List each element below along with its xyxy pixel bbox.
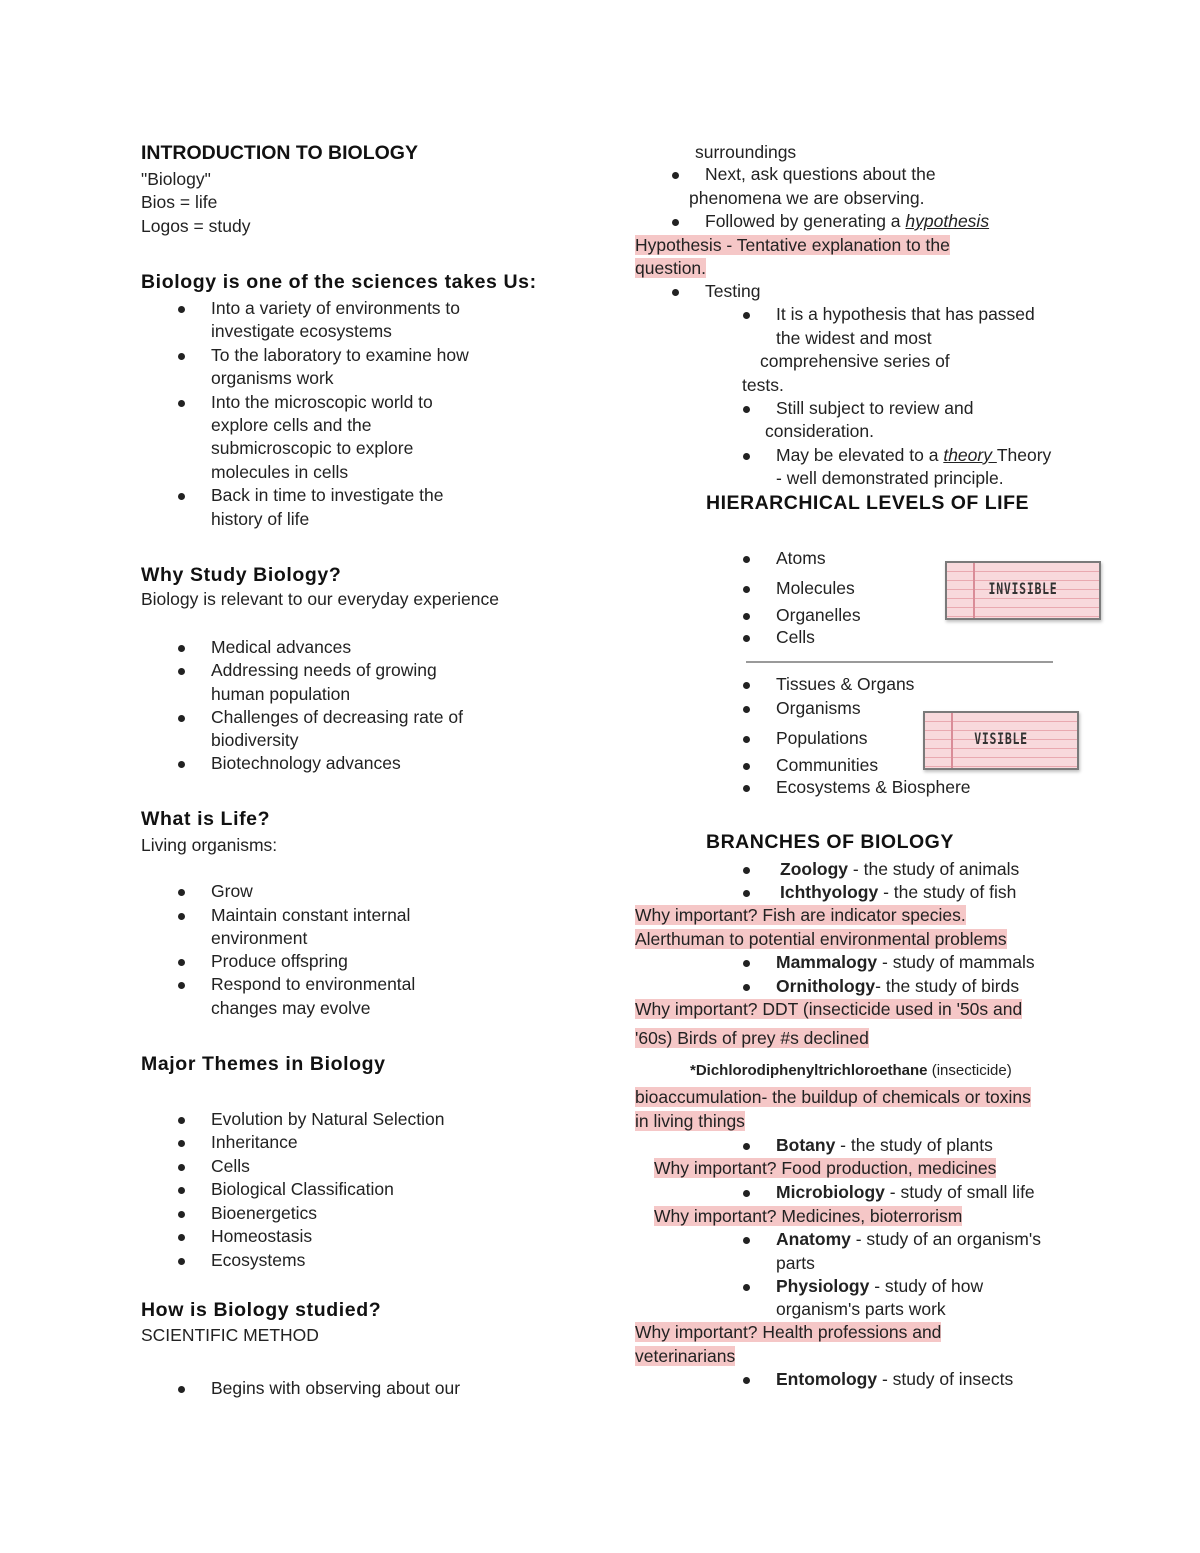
list-item: Biological Classification (211, 1179, 394, 1199)
bullet (743, 984, 750, 991)
bullet (743, 586, 750, 593)
bullet (178, 1211, 185, 1218)
highlight-note (635, 1345, 735, 1368)
list-item-cont: molecules in cells (211, 462, 349, 482)
highlight-note (635, 234, 950, 257)
why-intro: Biology is relevant to our everyday experience (141, 589, 499, 609)
branch-name: Botany (776, 1135, 836, 1155)
bullet (178, 1234, 185, 1241)
level-divider (746, 661, 1053, 663)
theory-pre: May be elevated to a (776, 445, 944, 465)
highlight-note (635, 1110, 745, 1133)
fish-note-cont: Alerthuman to potential environmental problems (635, 929, 1007, 949)
bullet (743, 890, 750, 897)
branch-item (776, 1134, 993, 1157)
bullet (743, 706, 750, 713)
level-item: Tissues & Organs (776, 674, 915, 694)
list-item: Begins with observing about our (211, 1378, 461, 1398)
bullet (178, 668, 185, 675)
list-item: Into a variety of environments to (211, 298, 461, 318)
bioaccumulation-note: bioaccumulation- the buildup of chemicals or toxins (635, 1087, 1031, 1107)
levels-heading: HIERARCHICAL LEVELS OF LIFE (706, 492, 1029, 514)
bullet (743, 613, 750, 620)
list-item: Cells (211, 1156, 250, 1176)
bullet (743, 406, 750, 413)
list-item-cont: biodiversity (211, 730, 299, 750)
branch-name: Mammalogy (776, 952, 878, 972)
list-item-cont: parts (776, 1253, 815, 1273)
list-item: Evolution by Natural Selection (211, 1109, 445, 1129)
list-item-cont: - well demonstrated principle. (776, 468, 1004, 488)
bullet (178, 306, 185, 313)
bullet (178, 761, 185, 768)
level-item: Molecules (776, 578, 855, 598)
life-intro: Living organisms: (141, 835, 278, 855)
bullet (178, 400, 185, 407)
level-item: Ecosystems & Biosphere (776, 777, 971, 797)
branch-name: Entomology (776, 1369, 878, 1389)
branch-name: Physiology (776, 1276, 870, 1296)
branch-item (776, 951, 1035, 974)
bullet (743, 785, 750, 792)
list-item: Produce offspring (211, 951, 348, 971)
branch-desc: - the study of birds (875, 976, 1020, 996)
highlight-note (635, 928, 1007, 951)
list-item-cont: organism's parts work (776, 1299, 946, 1319)
list-item-cont: environment (211, 928, 308, 948)
branch-name: Microbiology (776, 1182, 885, 1202)
list-item-cont: surroundings (695, 142, 797, 162)
highlight-note (654, 1205, 962, 1228)
bullet (743, 1190, 750, 1197)
physio-note: Why important? Health professions and (635, 1322, 942, 1342)
bullet (178, 1140, 185, 1147)
chemical-bold: *Dichlorodiphenyltrichloroethane (690, 1062, 928, 1079)
hypothesis-term: hypothesis (905, 211, 990, 231)
bullet (178, 1117, 185, 1124)
list-item: Ecosystems (211, 1250, 306, 1270)
bullet (743, 1237, 750, 1244)
why-heading: Why Study Biology? (141, 564, 342, 586)
list-item-cont: changes may evolve (211, 998, 371, 1018)
bullet (178, 889, 185, 896)
bullet (743, 556, 750, 563)
list-item: Biotechnology advances (211, 753, 401, 773)
list-item: Respond to environmental (211, 974, 416, 994)
list-item-cont: organisms work (211, 368, 334, 388)
list-item: Inheritance (211, 1132, 298, 1152)
highlight-note (635, 998, 1022, 1021)
list-item-cont: tests. (742, 375, 784, 395)
branch-desc: - study of small life (884, 1182, 1035, 1202)
bullet (178, 1258, 185, 1265)
botany-note: Why important? Food production, medicines (654, 1158, 997, 1178)
highlight-note (635, 257, 706, 280)
how-intro: SCIENTIFIC METHOD (141, 1325, 319, 1345)
bullet (743, 960, 750, 967)
highlight-note (635, 1321, 941, 1344)
highlight-note (654, 1157, 996, 1180)
etym-line: Logos = study (141, 216, 251, 236)
bullet (672, 172, 679, 179)
chemical-name (690, 1062, 1012, 1079)
branch-desc: - the study of fish (878, 882, 1017, 902)
bullet (743, 867, 750, 874)
etym-line: Bios = life (141, 192, 218, 212)
bullet (178, 493, 185, 500)
bullet (743, 1284, 750, 1291)
list-item: It is a hypothesis that has passed (776, 304, 1035, 324)
list-item-cont: history of life (211, 509, 310, 529)
list-item: Bioenergetics (211, 1203, 318, 1223)
bullet (178, 1187, 185, 1194)
ddt-note: Why important? DDT (insecticide used in '50s and (635, 999, 1023, 1019)
list-item-cont: phenomena we are observing. (689, 188, 925, 208)
level-item: Organelles (776, 605, 861, 625)
branch-name: Ornithology (776, 976, 876, 996)
list-item-cont: human population (211, 684, 351, 704)
list-item-cont: submicroscopic to explore (211, 438, 414, 458)
hypothesis-definition: Hypothesis - Tentative explanation to the (635, 235, 950, 255)
branch-desc: - the study of plants (835, 1135, 993, 1155)
highlight-note (635, 1027, 869, 1050)
bullet (178, 353, 185, 360)
bullet (743, 736, 750, 743)
list-item (776, 444, 1051, 467)
branch-name: Anatomy (776, 1229, 851, 1249)
bullet (743, 1143, 750, 1150)
branch-name: Zoology (780, 859, 849, 879)
list-item: Into the microscopic world to (211, 392, 433, 412)
branch-item (776, 975, 1019, 998)
bullet (743, 682, 750, 689)
themes-heading: Major Themes in Biology (141, 1053, 386, 1075)
level-item: Cells (776, 627, 815, 647)
bullet (743, 763, 750, 770)
bullet (178, 1386, 185, 1393)
highlight-note (635, 904, 966, 927)
list-item: Testing (705, 281, 761, 301)
branch-desc: - study of insects (877, 1369, 1014, 1389)
list-item: To the laboratory to examine how (211, 345, 469, 365)
list-item: Back in time to investigate the (211, 485, 444, 505)
list-item-cont: explore cells and the (211, 415, 372, 435)
bullet (743, 635, 750, 642)
branches-heading: BRANCHES OF BIOLOGY (706, 831, 954, 853)
list-item-cont: consideration. (765, 421, 874, 441)
list-item-cont: comprehensive series of (760, 351, 950, 371)
doc-title: INTRODUCTION TO BIOLOGY (141, 142, 418, 164)
bullet (743, 453, 750, 460)
bullet (178, 913, 185, 920)
branch-desc: - the study of animals (848, 859, 1020, 879)
bullet (178, 982, 185, 989)
visible-tag-label: VISIBLE (974, 729, 1028, 748)
chemical-rest: (insecticide) (927, 1062, 1012, 1079)
branch-item (776, 1228, 1041, 1251)
list-item-cont: investigate ecosystems (211, 321, 392, 341)
list-item: Still subject to review and (776, 398, 974, 418)
list-item: Next, ask questions about the (705, 164, 936, 184)
bullet (672, 289, 679, 296)
bullet (178, 715, 185, 722)
list-item-cont: the widest and most (776, 328, 932, 348)
bullet (672, 219, 679, 226)
bullet (743, 1377, 750, 1384)
branch-item (776, 1181, 1035, 1204)
list-item (705, 210, 989, 233)
micro-note: Why important? Medicines, bioterrorism (654, 1206, 963, 1226)
physio-note-cont: veterinarians (635, 1346, 736, 1366)
branch-item (776, 1275, 983, 1298)
sciences-heading: Biology is one of the sciences takes Us: (141, 271, 537, 293)
bullet (178, 645, 185, 652)
list-item: Challenges of decreasing rate of (211, 707, 463, 727)
branch-item (780, 858, 1019, 881)
list-item: Addressing needs of growing (211, 660, 437, 680)
invisible-tag-label: INVISIBLE (988, 579, 1058, 598)
theory-post: Theory (996, 445, 1052, 465)
ddt-note-cont: '60s) Birds of prey #s declined (635, 1028, 869, 1048)
branch-desc: - study of mammals (877, 952, 1035, 972)
level-item: Organisms (776, 698, 861, 718)
highlight-note (635, 1086, 1031, 1109)
how-heading: How is Biology studied? (141, 1299, 382, 1321)
theory-term: theory (943, 445, 997, 465)
follow-text: Followed by generating a (705, 211, 906, 231)
branch-name: Ichthyology (780, 882, 879, 902)
bullet (743, 312, 750, 319)
level-item: Atoms (776, 548, 826, 568)
bullet (178, 959, 185, 966)
level-item: Populations (776, 728, 868, 748)
list-item: Maintain constant internal (211, 905, 411, 925)
etym-line: "Biology" (141, 169, 211, 189)
hypothesis-definition-cont: question. (635, 258, 707, 278)
visible-tag (923, 711, 1079, 770)
branch-desc: - study of an organism's (850, 1229, 1041, 1249)
bullet (178, 1164, 185, 1171)
list-item: Grow (211, 881, 253, 901)
life-heading: What is Life? (141, 808, 271, 830)
list-item: Homeostasis (211, 1226, 313, 1246)
invisible-tag (945, 561, 1101, 620)
branch-desc: - study of how (869, 1276, 984, 1296)
branch-item (780, 881, 1016, 904)
bioaccumulation-note-cont: in living things (635, 1111, 745, 1131)
level-item: Communities (776, 755, 879, 775)
fish-note: Why important? Fish are indicator species. (635, 905, 966, 925)
list-item: Medical advances (211, 637, 352, 657)
branch-item (776, 1368, 1013, 1391)
